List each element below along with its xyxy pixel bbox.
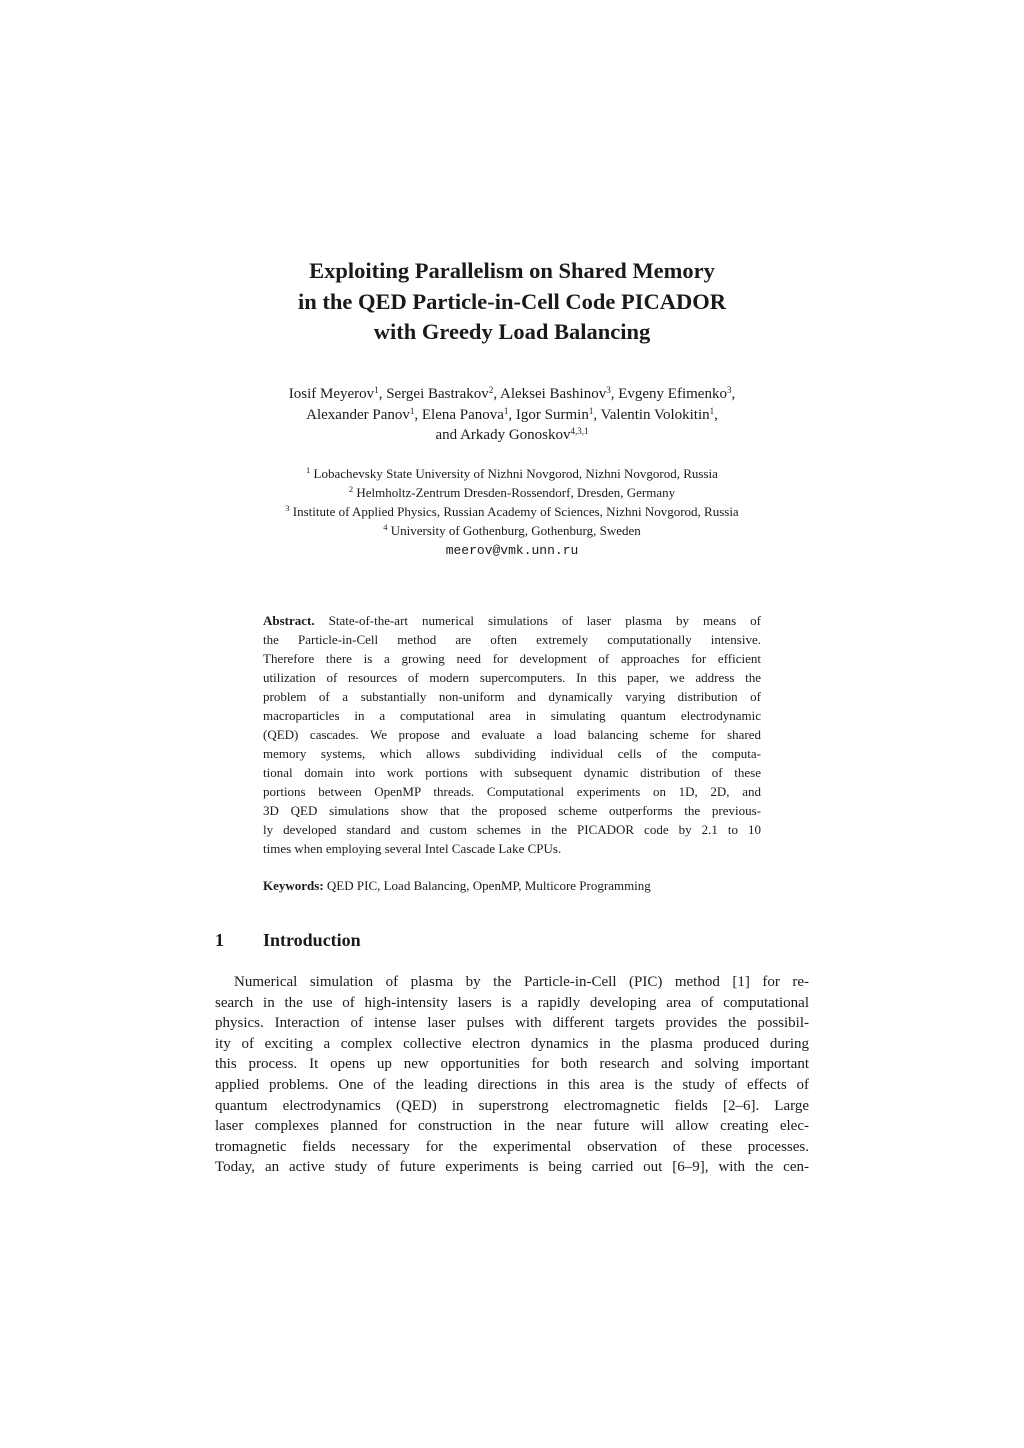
paper-title bbox=[212, 256, 812, 348]
body-line: search in the use of high-intensity lasers is a rapidly developing area of computational bbox=[215, 994, 809, 1011]
author-affil-sup: 1 bbox=[503, 405, 509, 416]
author-name: Iosif Meyerov bbox=[288, 386, 375, 402]
section-title: Introduction bbox=[263, 930, 361, 950]
author-affil-sup: 3 bbox=[606, 385, 611, 395]
author-sep: , bbox=[731, 386, 736, 402]
author-affil-sup: 1 bbox=[588, 405, 594, 416]
author-affil-sup: 1 bbox=[409, 405, 415, 416]
abstract-line: macroparticles in a computational area in simulating quantum electrodynamic bbox=[263, 708, 761, 723]
abstract-line: problem of a substantially non-uniform and dynamically varying distribution of bbox=[263, 689, 761, 704]
author-name: , Sergei Bastrakov bbox=[378, 386, 489, 402]
abstract-line: (QED) cascades. We propose and evaluate a load balancing scheme for shared bbox=[263, 727, 761, 742]
keywords-text: QED PIC, Load Balancing, OpenMP, Multicore Programming bbox=[323, 878, 651, 893]
body-line: Numerical simulation of plasma by the Particle-in-Cell (PIC) method [1] for re- bbox=[234, 974, 809, 990]
keywords bbox=[263, 876, 761, 895]
author-name: , Valentin Volokitin bbox=[593, 406, 710, 423]
affiliation-text: Helmholtz-Zentrum Dresden-Rossendorf, Dresden, Germany bbox=[353, 485, 676, 500]
author-affil-sup: 2 bbox=[488, 385, 494, 395]
email-line bbox=[212, 540, 812, 560]
affiliation-number: 1 bbox=[306, 465, 311, 475]
abstract-line: Therefore there is a growing need for development of approaches for efficient bbox=[263, 651, 761, 666]
author-name: , Elena Panova bbox=[414, 406, 504, 423]
abstract-line: 3D QED simulations show that the proposed scheme outperforms the previous- bbox=[263, 803, 761, 818]
abstract bbox=[263, 611, 761, 858]
abstract-line: portions between OpenMP threads. Computational experiments on 1D, 2D, and bbox=[263, 784, 761, 799]
abstract-line: times when employing several Intel Cascade Lake CPUs. bbox=[263, 841, 562, 856]
affiliation-number: 4 bbox=[383, 522, 388, 532]
keywords-label: Keywords: bbox=[263, 878, 324, 893]
author-name: , Evgeny Efimenko bbox=[610, 386, 727, 402]
affiliation-text: University of Gothenburg, Gothenburg, Sweden bbox=[387, 523, 641, 538]
abstract-line: ly developed standard and custom schemes in the PICADOR code by 2.1 to 10 bbox=[263, 822, 761, 837]
affiliation-number: 2 bbox=[348, 484, 354, 494]
abstract-label: Abstract. bbox=[263, 613, 315, 628]
author-name: Alexander Panov bbox=[306, 406, 410, 423]
section-number: 1 bbox=[215, 930, 224, 950]
author-sep: , bbox=[714, 406, 718, 423]
abstract-line: the Particle-in-Cell method are often extremely computationally intensive. bbox=[263, 632, 761, 647]
author-affil-sup: 1 bbox=[374, 385, 379, 395]
title-line: in the QED Particle-in-Cell Code PICADOR bbox=[297, 288, 727, 314]
body-line: quantum electrodynamics (QED) in superstrong electromagnetic fields [2–6]. Large bbox=[215, 1097, 809, 1114]
affiliation bbox=[212, 502, 812, 521]
author-affil-sup: 4,3,1 bbox=[570, 426, 589, 436]
body-line: Today, an active study of future experiments is being carried out [6–9], with the cen- bbox=[215, 1159, 809, 1176]
abstract-line: Abstract. State-of-the-art numerical simulations of laser plasma by means of bbox=[263, 613, 761, 628]
section-body bbox=[215, 972, 809, 1178]
title-line: with Greedy Load Balancing bbox=[373, 319, 651, 344]
body-line: applied problems. One of the leading directions in this area is the study of effects of bbox=[215, 1076, 809, 1093]
body-line: physics. Interaction of intense laser pulses with different targets provides the possibil- bbox=[215, 1015, 809, 1032]
affiliation-text: Institute of Applied Physics, Russian Academy of Sciences, Nizhni Novgorod, Russia bbox=[289, 504, 739, 519]
author-line bbox=[212, 384, 812, 405]
author-name: , Igor Surmin bbox=[508, 406, 589, 423]
section-heading bbox=[215, 928, 361, 952]
body-line: this process. It opens up new opportunities for both research and solving important bbox=[215, 1056, 809, 1073]
body-line: tromagnetic fields necessary for the experimental observation of these processes. bbox=[215, 1138, 809, 1155]
contact-email[interactable]: meerov@vmk.unn.ru bbox=[445, 543, 579, 558]
body-line: laser complexes planned for construction in the near future will allow creating elec- bbox=[215, 1118, 809, 1135]
author-line bbox=[212, 405, 812, 426]
abstract-line: tional domain into work portions with subsequent dynamic distribution of these bbox=[263, 765, 761, 780]
affiliation-number: 3 bbox=[285, 503, 290, 513]
author-name: , Aleksei Bashinov bbox=[493, 386, 607, 402]
body-line: ity of exciting a complex collective electron dynamics in the plasma produced during bbox=[215, 1035, 809, 1052]
affiliation-text: Lobachevsky State University of Nizhni Novgorod, Nizhni Novgorod, Russia bbox=[310, 466, 718, 481]
affiliation-list bbox=[212, 464, 812, 560]
author-affil-sup: 3 bbox=[726, 385, 732, 395]
affiliation bbox=[212, 521, 812, 540]
author-name: and Arkady Gonoskov bbox=[435, 427, 571, 443]
affiliation bbox=[212, 483, 812, 502]
abstract-line: memory systems, which allows subdividing individual cells of the computa- bbox=[263, 746, 761, 761]
abstract-line: utilization of resources of modern supercomputers. In this paper, we address the bbox=[263, 670, 761, 685]
author-line bbox=[212, 425, 812, 446]
affiliation bbox=[212, 464, 812, 483]
title-line: Exploiting Parallelism on Shared Memory bbox=[309, 258, 715, 283]
author-list bbox=[212, 384, 812, 446]
author-affil-sup: 1 bbox=[709, 405, 715, 416]
